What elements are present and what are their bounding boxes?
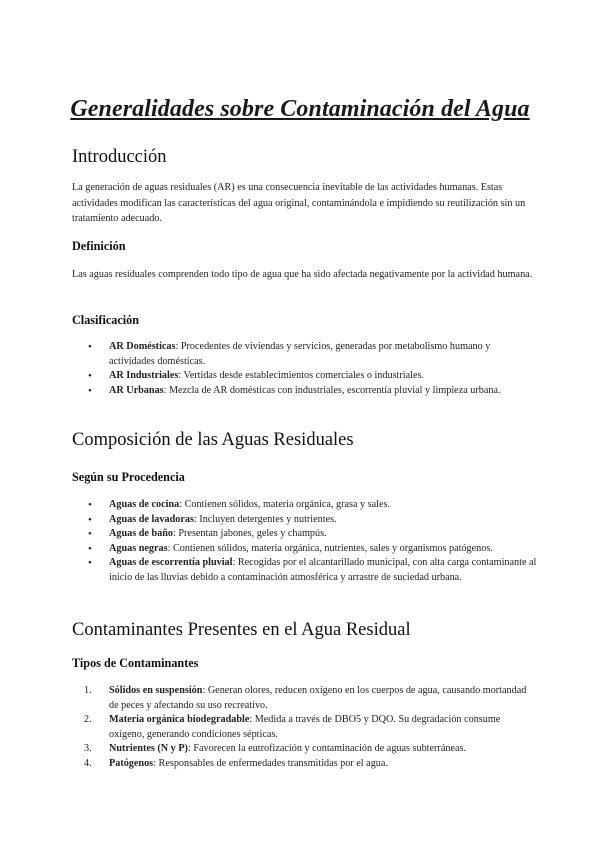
list-item-number: 1. xyxy=(84,685,92,696)
list-item-number: 2. xyxy=(84,714,92,726)
list-item-number: 3. xyxy=(84,743,92,755)
list-item-text: : Favorecen la eutrofización y contaminación de aguas subterráneas. xyxy=(187,743,466,755)
subheading-tipos: Tipos de Contaminantes xyxy=(72,656,199,670)
paragraph-definicion: Las aguas residuales comprenden todo tipo de agua que ha sido afectada negativamente por la actividad humana. xyxy=(72,269,533,280)
list-item-term: AR Domésticas xyxy=(109,341,176,352)
list-item-term: Nutrientes (N y P) xyxy=(109,743,188,755)
list-item-text: : Responsables de enfermedades transmitidas por el agua. xyxy=(153,757,388,769)
list-contaminantes xyxy=(72,684,537,772)
list-item xyxy=(72,757,537,772)
list-item-term: Materia orgánica biodegradable xyxy=(109,714,250,726)
list-item-term: Aguas negras xyxy=(109,542,168,554)
list-item-term: Aguas de cocina xyxy=(109,499,180,510)
list-item-number: 4. xyxy=(84,757,92,769)
list-item-term: Patógenos xyxy=(109,757,154,769)
list-item-text: : Vertidas desde establecimientos comerciales o industriales. xyxy=(178,370,424,382)
list-item-text: : Incluyen detergentes y nutrientes. xyxy=(193,513,337,525)
list-item-text: : Mezcla de AR domésticas con industriales, escorrentía pluvial y limpieza urbana. xyxy=(163,384,501,396)
list-item-term: Sólidos en suspensión xyxy=(109,685,203,696)
subheading-procedencia: Según su Procedencia xyxy=(72,470,185,484)
list-item-term: AR Urbanas xyxy=(109,384,164,396)
list-item-text: : Contienen sólidos, materia orgánica, nutrientes, sales y organismos patógenos. xyxy=(167,542,493,554)
list-item-term: AR Industriales xyxy=(109,370,179,382)
list-item xyxy=(72,527,537,542)
list-item-term: Aguas de lavadoras xyxy=(109,513,194,525)
list-procedencia xyxy=(72,498,537,586)
list-item-text: : Recogidas por el alcantarillado municipal, con alta carga contaminante al inicio de las lluvias debido a contaminación atmosférica y arrastre de suciedad urbana. xyxy=(109,557,537,583)
list-item xyxy=(72,498,537,513)
list-clasificacion xyxy=(72,340,537,398)
heading-definicion: Definición xyxy=(72,239,126,253)
heading-composicion: Composición de las Aguas Residuales xyxy=(72,430,354,450)
list-item xyxy=(72,340,537,369)
list-item xyxy=(72,542,537,557)
list-item-text: : Generan olores, reducen oxígeno en los cuerpos de agua, causando mortandad de peces y afectando su uso recreativo. xyxy=(109,685,527,711)
list-item-text: : Procedentes de viviendas y servicios, generadas por metabolismo humano y actividades domésticas. xyxy=(109,341,491,367)
list-item-text: : Medida a través de DBO5 y DQO. Su degradación consume oxígeno, generando condiciones sépticas. xyxy=(109,714,501,740)
list-item-term: Aguas de baño xyxy=(109,528,173,540)
list-item xyxy=(72,556,537,585)
list-item xyxy=(72,684,537,713)
list-item xyxy=(72,384,537,399)
heading-introduccion: Introducción xyxy=(72,147,167,167)
list-item-text: : Presentan jabones, geles y champús. xyxy=(172,528,327,540)
document-title: Generalidades sobre Contaminación del Agua xyxy=(70,96,530,122)
list-item-text: : Contienen sólidos, materia orgánica, grasa y sales. xyxy=(179,499,391,510)
list-item xyxy=(72,513,537,528)
list-item xyxy=(72,369,537,384)
heading-contaminantes: Contaminantes Presentes en el Agua Residual xyxy=(72,620,411,640)
heading-clasificacion: Clasificación xyxy=(72,313,140,327)
list-item xyxy=(72,742,537,757)
list-item xyxy=(72,713,537,742)
list-item-term: Aguas de escorrentía pluvial xyxy=(109,557,233,569)
paragraph-introduccion: La generación de aguas residuales (AR) es una consecuencia inevitable de las actividades humanas. Estas actividades modifican las características del agua original, contaminándola e impidiendo su reutilización sin un tratamiento adecuado. xyxy=(72,182,526,224)
